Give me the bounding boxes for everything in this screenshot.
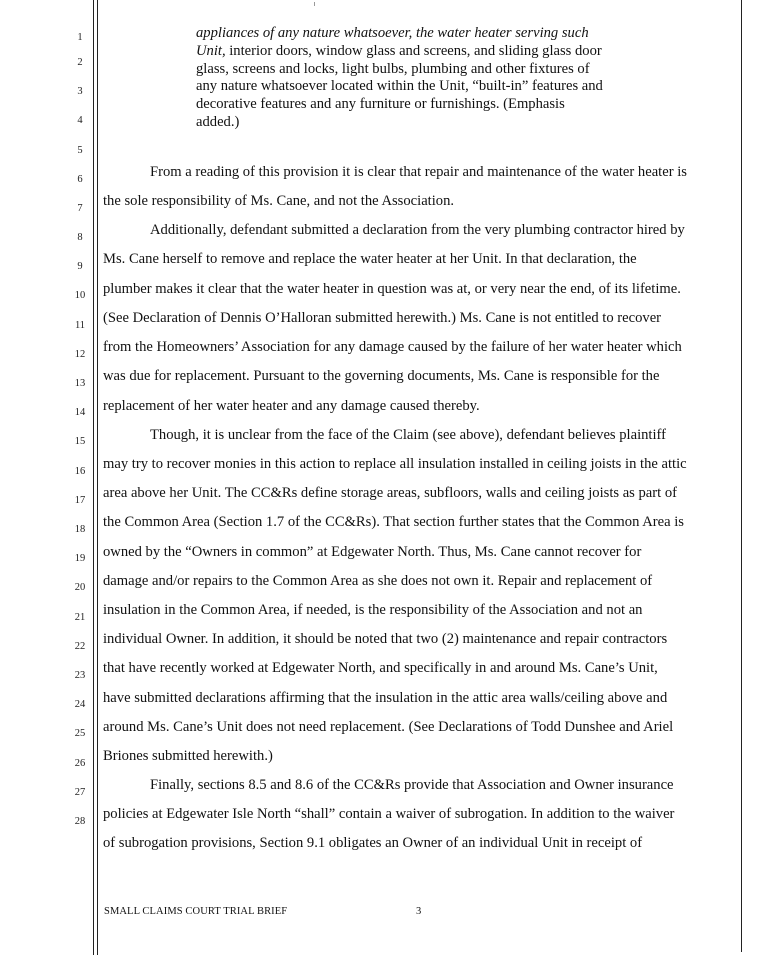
paragraph-line: area above her Unit. The CC&Rs define storage areas, subfloors, walls and ceiling joists as part of — [103, 485, 678, 501]
paragraph-line: policies at Edgewater Isle North “shall” contain a waiver of subrogation. In addition to the waiver — [103, 806, 675, 822]
line-number: 4 — [77, 115, 83, 126]
left-margin-rule-outer — [93, 0, 94, 955]
line-number: 14 — [74, 407, 86, 418]
paragraph-line: damage and/or repairs to the Common Area as she does not own it. Repair and replacement of — [103, 573, 653, 589]
line-number: 2 — [77, 57, 83, 68]
line-number: 7 — [77, 203, 83, 214]
right-margin-rule — [741, 0, 742, 952]
quote-italic-text: appliances of any nature whatsoever, the water heater serving such — [196, 25, 589, 41]
paragraph-line: insulation in the Common Area, if needed, is the responsibility of the Association and not an — [103, 602, 643, 618]
quote-italic-text: Unit, — [196, 42, 226, 59]
line-number: 12 — [74, 349, 86, 360]
line-number: 21 — [74, 612, 86, 623]
line-number: 8 — [77, 232, 83, 243]
line-number: 15 — [74, 436, 86, 447]
line-number: 6 — [77, 174, 83, 185]
footer-document-title: SMALL CLAIMS COURT TRIAL BRIEF — [104, 906, 288, 917]
paragraph-line: plumber makes it clear that the water heater in question was at, or very near the end, of its lifetime. — [103, 281, 681, 297]
line-number: 27 — [74, 787, 86, 798]
paragraph-line: of subrogation provisions, Section 9.1 obligates an Owner of an individual Unit in receipt of — [103, 835, 643, 851]
paragraph-line: may try to recover monies in this action to replace all insulation installed in ceiling joists in the attic — [103, 456, 687, 472]
line-number: 24 — [74, 699, 86, 710]
paragraph-line: have submitted declarations affirming that the insulation in the attic area walls/ceiling above and — [103, 690, 668, 706]
quote-line: added.) — [196, 113, 240, 130]
paragraph-line: (See Declaration of Dennis O’Halloran submitted herewith.) Ms. Cane is not entitled to recover — [103, 310, 662, 326]
paragraph-line: replacement of her water heater and any damage caused thereby. — [103, 398, 480, 414]
paragraph-line: from the Homeowners’ Association for any damage caused by the failure of her water heater which — [103, 339, 682, 355]
quote-line: any nature whatsoever located within the Unit, “built-in” features and — [196, 78, 603, 95]
paragraph-line: Additionally, defendant submitted a declaration from the very plumbing contractor hired by — [150, 222, 685, 238]
left-margin-rule-inner — [97, 0, 98, 955]
quote-line — [196, 43, 656, 61]
paragraph-line: Ms. Cane herself to remove and replace the water heater at her Unit. In that declaration, the — [103, 251, 637, 267]
block-quote — [196, 25, 656, 132]
line-number: 26 — [74, 758, 86, 769]
paragraph-line: From a reading of this provision it is clear that repair and maintenance of the water heater is — [150, 164, 687, 180]
quote-line — [196, 25, 656, 43]
paragraph-line: the sole responsibility of Ms. Cane, and not the Association. — [103, 193, 455, 209]
paragraph-line: that have recently worked at Edgewater North, and specifically in and around Ms. Cane’s Unit, — [103, 660, 658, 676]
line-number: 3 — [77, 86, 83, 97]
quote-text: interior doors, window glass and screens, and sliding glass door — [225, 42, 602, 59]
paragraph-line: individual Owner. In addition, it should be noted that two (2) maintenance and repair contractors — [103, 631, 668, 647]
line-number: 11 — [74, 320, 86, 331]
paragraph-line: was due for replacement. Pursuant to the governing documents, Ms. Cane is responsible for the — [103, 368, 660, 384]
paragraph-line: around Ms. Cane’s Unit does not need replacement. (See Declarations of Todd Dunshee and Ariel — [103, 719, 674, 735]
paragraph-line: the Common Area (Section 1.7 of the CC&Rs). That section further states that the Common Area is — [103, 514, 684, 530]
line-number: 1 — [77, 32, 83, 43]
line-number: 5 — [77, 145, 83, 156]
paragraph-line: Though, it is unclear from the face of the Claim (see above), defendant believes plaintiff — [150, 427, 666, 443]
footer-page-number: 3 — [416, 906, 422, 917]
line-number: 17 — [74, 495, 86, 506]
line-number: 20 — [74, 582, 86, 593]
quote-line: decorative features and any furniture or furnishings. (Emphasis — [196, 96, 565, 113]
line-number: 28 — [74, 816, 86, 827]
line-number: 23 — [74, 670, 86, 681]
paragraph-line: owned by the “Owners in common” at Edgewater North. Thus, Ms. Cane cannot recover for — [103, 544, 642, 560]
line-number: 9 — [77, 261, 83, 272]
line-number: 22 — [74, 641, 86, 652]
paragraph-line: Finally, sections 8.5 and 8.6 of the CC&Rs provide that Association and Owner insurance — [150, 777, 674, 793]
scan-mark — [314, 2, 315, 6]
line-number: 16 — [74, 466, 86, 477]
quote-line: glass, screens and locks, light bulbs, plumbing and other fixtures of — [196, 60, 590, 77]
line-number: 25 — [74, 728, 86, 739]
line-number: 10 — [74, 290, 86, 301]
line-number: 13 — [74, 378, 86, 389]
paragraph-line: Briones submitted herewith.) — [103, 748, 273, 764]
line-number: 18 — [74, 524, 86, 535]
line-number: 19 — [74, 553, 86, 564]
